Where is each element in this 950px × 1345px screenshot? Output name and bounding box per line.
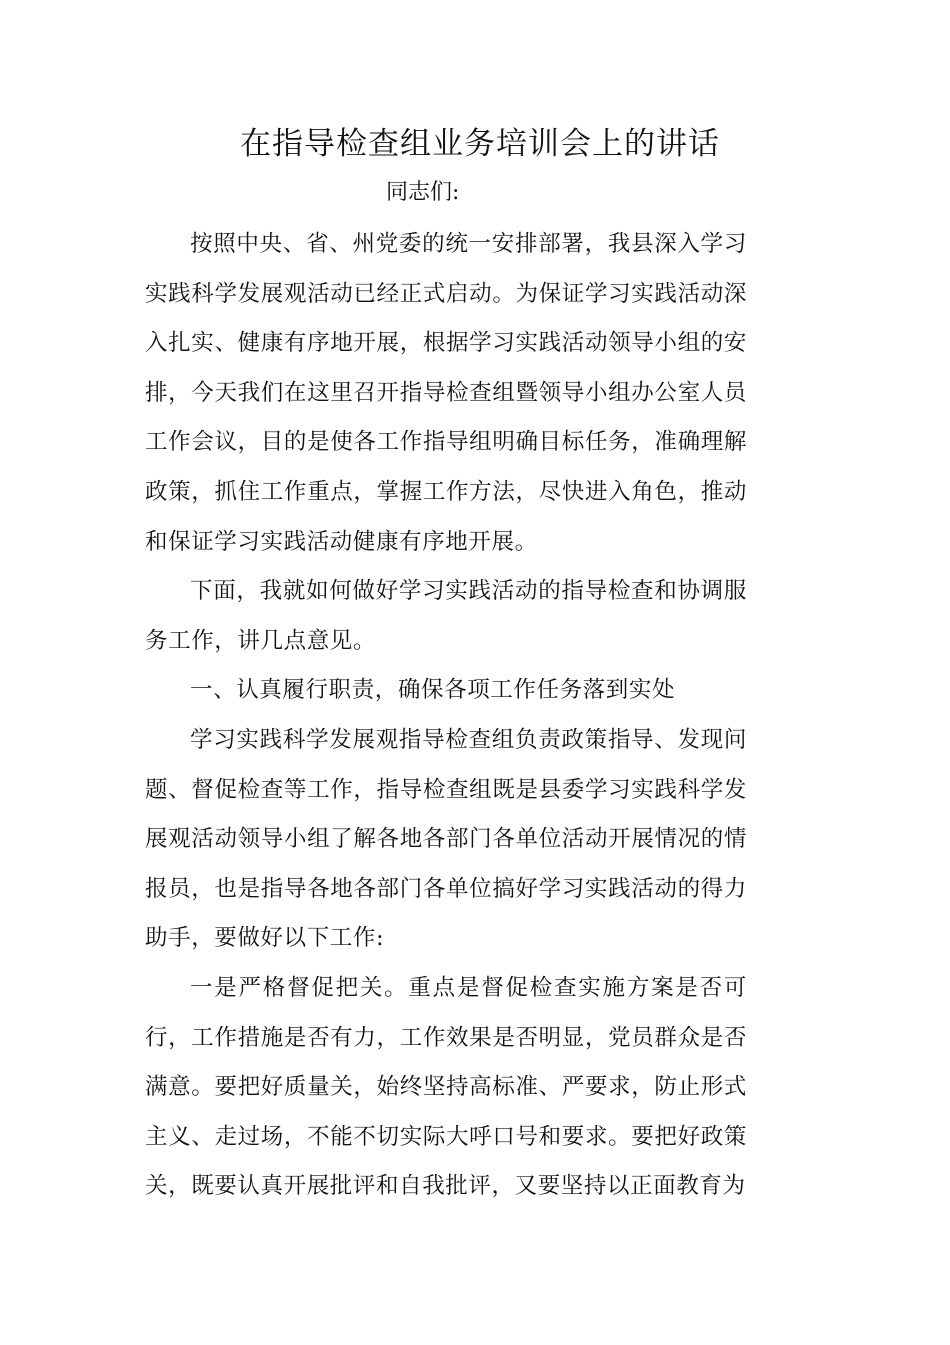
paragraph: 下面，我就如何做好学习实践活动的指导检查和协调服务工作，讲几点意见。 [145,578,747,654]
document-body [145,220,747,1212]
paragraph: 按照中央、省、州党委的统一安排部署，我县深入学习实践科学发展观活动已经正式启动。为保证学习实践活动深入扎实、健康有序地开展，根据学习实践活动领导小组的安排，今天我们在这里召开指导检查组暨领导小组办公室人员工作会议，目的是使各工作指导组明确目标任务，准确理解政策，抓住工作重点，掌握工作方法，尽快进入角色，推动和保证学习实践活动健康有序地开展。 [145,231,747,555]
paragraph: 一是严格督促把关。重点是督促检查实施方案是否可行，工作措施是否有力，工作效果是否明显，党员群众是否满意。要把好质量关，始终坚持高标准、严要求，防止形式主义、走过场，不能不切实际大呼口号和要求。要把好政策关，既要认真开展批评和自我批评，又要坚持以正面教育为 [145,974,747,1200]
section-heading: 一、认真履行职责，确保各项工作任务落到实处 [190,677,676,704]
paragraph: 学习实践科学发展观指导检查组负责政策指导、发现问题、督促检查等工作，指导检查组既是县委学习实践科学发展观活动领导小组了解各地各部门各单位活动开展情况的情报员，也是指导各地各部门各单位搞好学习实践活动的得力助手，要做好以下工作: [145,726,747,952]
salutation: 同志们: [386,180,460,205]
document-title: 在指导检查组业务培训会上的讲话 [240,126,720,162]
